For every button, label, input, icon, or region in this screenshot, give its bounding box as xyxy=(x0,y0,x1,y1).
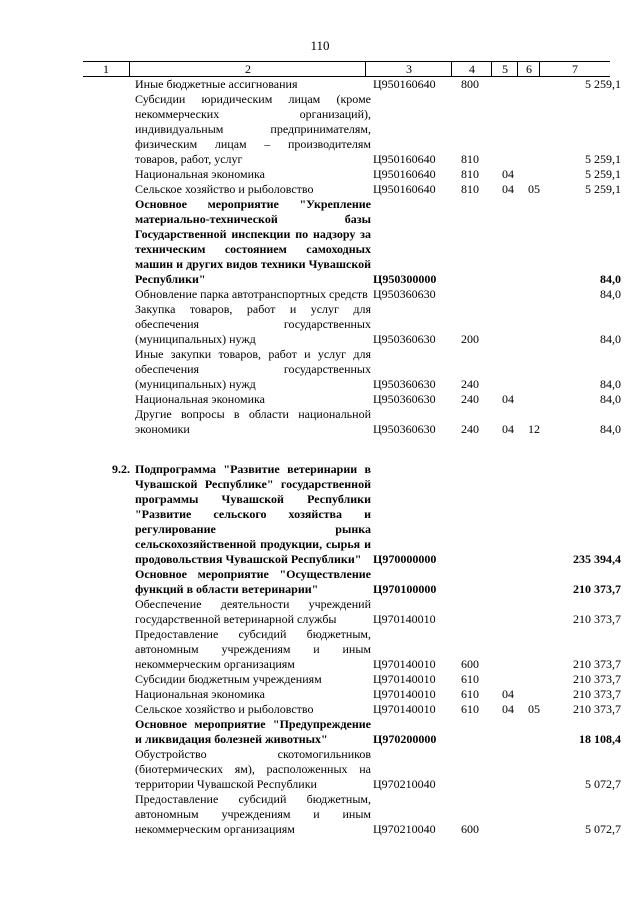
table-row xyxy=(83,182,624,197)
row-amount: 210 373,7 xyxy=(573,672,621,686)
table-row xyxy=(83,462,624,567)
row-subsection xyxy=(528,167,550,182)
row-code: Ц970140010 xyxy=(373,702,436,716)
column-header-5: 5 xyxy=(491,62,518,76)
row-name: Обустройство скотомогильников (биотермических ям), расположенных на территории Чувашской Республики xyxy=(135,747,371,791)
row-expense-type xyxy=(458,287,501,302)
row-expense-type xyxy=(458,717,501,747)
row-code: Ц950160640 xyxy=(373,182,436,196)
table-row xyxy=(83,567,624,597)
row-amount: 5 259,1 xyxy=(585,167,621,181)
row-expense-type: 810 xyxy=(461,182,479,196)
row-number xyxy=(83,597,132,627)
row-code: Ц950300000 xyxy=(373,272,437,286)
row-code: Ц970140010 xyxy=(373,612,436,626)
row-code: Ц970140010 xyxy=(373,657,436,671)
row-amount: 84,0 xyxy=(600,377,621,391)
page-number: 110 xyxy=(310,38,330,53)
row-expense-type: 800 xyxy=(461,77,479,91)
row-section xyxy=(501,197,528,287)
row-code: Ц950360630 xyxy=(373,287,436,301)
row-name: Закупка товаров, работ и услуг для обеспечения государственных (муниципальных) нужд xyxy=(135,302,371,346)
row-name: Основное мероприятие "Укрепление материально-технической базы Государственной инспекции по надзору за техническим состоянием самоходных машин и других видов техники Чувашской Республики" xyxy=(135,197,371,286)
row-number xyxy=(83,407,132,437)
row-amount: 235 394,4 xyxy=(573,552,621,566)
row-name: Иные закупки товаров, работ и услуг для обеспечения государственных (муниципальных) нужд xyxy=(135,347,371,391)
row-name: Национальная экономика xyxy=(135,687,265,701)
row-expense-type: 600 xyxy=(461,822,479,836)
row-name: Субсидии юридическим лицам (кроме некоммерческих организаций), индивидуальным предпринимателям, физическим лицам – производителям товаров, работ, услуг xyxy=(135,92,371,166)
row-section: 04 xyxy=(502,182,514,196)
column-header-3: 3 xyxy=(365,62,452,76)
row-number xyxy=(83,302,132,347)
row-expense-type: 610 xyxy=(461,687,479,701)
row-name: Основное мероприятие "Предупреждение и ликвидация болезней животных" xyxy=(135,717,371,746)
table-row xyxy=(83,287,624,302)
row-subsection xyxy=(528,567,550,597)
row-code: Ц950360630 xyxy=(373,377,436,391)
row-section xyxy=(501,567,528,597)
row-section xyxy=(501,287,528,302)
row-amount: 5 259,1 xyxy=(585,77,621,91)
row-name: Сельское хозяйство и рыболовство xyxy=(135,702,314,716)
row-expense-type: 810 xyxy=(461,167,479,181)
row-code: Ц970210040 xyxy=(373,777,436,791)
row-code: Ц970210040 xyxy=(373,822,436,836)
row-subsection xyxy=(528,747,550,792)
row-subsection xyxy=(528,627,550,672)
table-row xyxy=(83,792,624,837)
row-code: Ц970140010 xyxy=(373,687,436,701)
row-section xyxy=(501,672,528,687)
row-amount: 210 373,7 xyxy=(573,582,621,596)
table-row xyxy=(83,717,624,747)
row-amount: 5 259,1 xyxy=(585,152,621,166)
table-row xyxy=(83,702,624,717)
table-row xyxy=(83,197,624,287)
table-row xyxy=(83,77,624,92)
column-header-2: 2 xyxy=(129,62,366,76)
table-row xyxy=(83,347,624,392)
row-amount: 84,0 xyxy=(600,272,621,286)
row-code: Ц950160640 xyxy=(373,167,436,181)
row-subsection xyxy=(528,77,550,92)
row-section: 04 xyxy=(502,702,514,716)
row-subsection: 12 xyxy=(528,422,540,436)
row-number xyxy=(83,717,132,747)
row-section: 04 xyxy=(502,167,514,181)
row-code: Ц970140010 xyxy=(373,672,436,686)
row-expense-type: 200 xyxy=(461,332,479,346)
row-amount: 84,0 xyxy=(600,287,621,301)
row-name: Основное мероприятие "Осуществление функций в области ветеринарии" xyxy=(135,567,371,596)
column-header-1: 1 xyxy=(103,62,109,76)
row-code: Ц970100000 xyxy=(373,582,437,596)
row-subsection: 05 xyxy=(528,182,540,196)
row-code: Ц970200000 xyxy=(373,732,437,746)
row-amount: 210 373,7 xyxy=(573,612,621,626)
row-number xyxy=(83,747,132,792)
row-code: Ц950160640 xyxy=(373,77,436,91)
row-code: Ц970000000 xyxy=(373,552,437,566)
table-header xyxy=(83,61,610,77)
row-expense-type: 610 xyxy=(461,702,479,716)
row-subsection: 05 xyxy=(528,702,540,716)
row-number xyxy=(83,197,132,287)
row-name: Национальная экономика xyxy=(135,392,265,406)
row-number xyxy=(83,182,132,197)
row-amount: 5 259,1 xyxy=(585,182,621,196)
row-section xyxy=(501,92,528,167)
row-expense-type: 240 xyxy=(461,377,479,391)
column-header-6: 6 xyxy=(517,62,540,76)
table-body xyxy=(83,77,624,837)
row-expense-type: 240 xyxy=(461,422,479,436)
row-subsection xyxy=(528,597,550,627)
row-subsection xyxy=(528,347,550,392)
row-expense-type: 600 xyxy=(461,657,479,671)
row-amount: 84,0 xyxy=(600,332,621,346)
row-number xyxy=(83,92,132,167)
row-number: 9.2. xyxy=(112,462,130,476)
row-name: Субсидии бюджетным учреждениям xyxy=(135,672,322,686)
row-number xyxy=(83,287,132,302)
row-code: Ц950160640 xyxy=(373,152,436,166)
row-expense-type xyxy=(458,567,501,597)
row-number xyxy=(83,567,132,597)
row-code: Ц950360630 xyxy=(373,392,436,406)
row-subsection xyxy=(528,462,550,567)
row-spacer xyxy=(83,437,624,462)
row-subsection xyxy=(528,717,550,747)
row-expense-type: 240 xyxy=(461,392,479,406)
table-row xyxy=(83,627,624,672)
column-header-7: 7 xyxy=(539,62,610,76)
row-section xyxy=(501,717,528,747)
budget-table xyxy=(83,77,624,837)
row-subsection xyxy=(528,687,550,702)
row-section: 04 xyxy=(502,422,514,436)
table-row xyxy=(83,672,624,687)
table-row xyxy=(83,167,624,182)
row-section xyxy=(501,747,528,792)
row-section xyxy=(501,347,528,392)
row-name: Национальная экономика xyxy=(135,167,265,181)
row-number xyxy=(83,687,132,702)
row-expense-type xyxy=(458,747,501,792)
table-row xyxy=(83,92,624,167)
row-amount: 210 373,7 xyxy=(573,657,621,671)
row-amount: 5 072,7 xyxy=(585,777,621,791)
row-amount: 84,0 xyxy=(600,422,621,436)
row-number xyxy=(83,627,132,672)
row-subsection xyxy=(528,92,550,167)
row-amount: 5 072,7 xyxy=(585,822,621,836)
row-expense-type xyxy=(458,197,501,287)
row-section: 04 xyxy=(502,392,514,406)
row-expense-type: 810 xyxy=(461,152,479,166)
table-row xyxy=(83,392,624,407)
row-subsection xyxy=(528,392,550,407)
column-header-4: 4 xyxy=(451,62,492,76)
row-subsection xyxy=(528,197,550,287)
row-name: Предоставление субсидий бюджетным, автономным учреждениям и иным некоммерческим организациям xyxy=(135,627,371,671)
row-number xyxy=(83,347,132,392)
row-name: Иные бюджетные ассигнования xyxy=(135,77,298,91)
table-row xyxy=(83,687,624,702)
table-row xyxy=(83,597,624,627)
row-code: Ц950360630 xyxy=(373,422,436,436)
row-code: Ц950360630 xyxy=(373,332,436,346)
table-row xyxy=(83,747,624,792)
row-name: Обновление парка автотранспортных средств xyxy=(135,287,368,301)
row-name: Предоставление субсидий бюджетным, автономным учреждениям и иным некоммерческим организациям xyxy=(135,792,371,836)
row-expense-type xyxy=(458,462,501,567)
row-amount: 84,0 xyxy=(600,392,621,406)
row-subsection xyxy=(528,792,550,837)
row-amount: 18 108,4 xyxy=(579,732,621,746)
row-name: Обеспечение деятельности учреждений государственной ветеринарной службы xyxy=(135,597,371,626)
row-subsection xyxy=(528,287,550,302)
row-section: 04 xyxy=(502,687,514,701)
row-name: Другие вопросы в области национальной экономики xyxy=(135,407,371,436)
row-section xyxy=(501,792,528,837)
row-section xyxy=(501,627,528,672)
row-expense-type xyxy=(458,597,501,627)
row-number xyxy=(83,77,132,92)
row-subsection xyxy=(528,672,550,687)
row-number xyxy=(83,702,132,717)
row-expense-type: 610 xyxy=(461,672,479,686)
row-number xyxy=(83,792,132,837)
row-amount: 210 373,7 xyxy=(573,702,621,716)
row-number xyxy=(83,672,132,687)
row-amount: 210 373,7 xyxy=(573,687,621,701)
row-section xyxy=(501,77,528,92)
row-section xyxy=(501,462,528,567)
table-row xyxy=(83,407,624,437)
row-name: Сельское хозяйство и рыболовство xyxy=(135,182,314,196)
row-number xyxy=(83,167,132,182)
row-number xyxy=(83,392,132,407)
table-row xyxy=(83,302,624,347)
row-subsection xyxy=(528,302,550,347)
row-section xyxy=(501,302,528,347)
row-section xyxy=(501,597,528,627)
row-name: Подпрограмма "Развитие ветеринарии в Чувашской Республике" государственной программы Чувашской Республики "Развитие сельского хозяйства и регулирование рынка сельскохозяйственной продукции, сырья и продовольствия Чувашской Республики" xyxy=(135,462,371,566)
